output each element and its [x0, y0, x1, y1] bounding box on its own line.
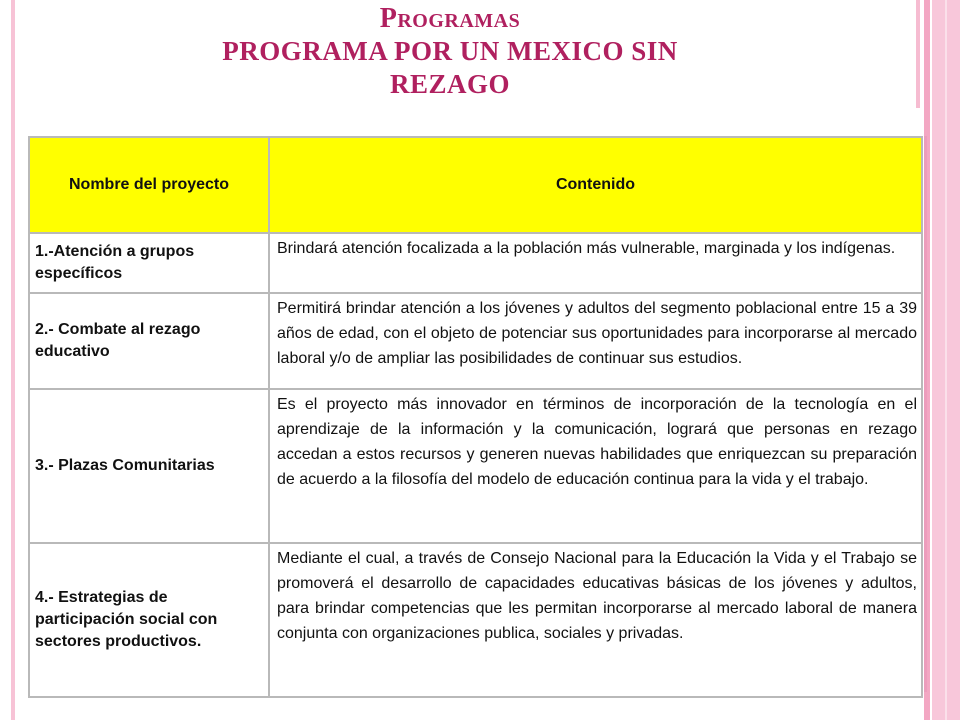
- project-name: 3.- Plazas Comunitarias: [29, 389, 269, 543]
- table-row: [29, 389, 922, 543]
- slide-title: [100, 2, 800, 101]
- program-table-container: [28, 136, 927, 692]
- table-row: [29, 293, 922, 389]
- title-line-1: Programas: [379, 3, 521, 34]
- project-name: 1.-Atención a grupos específicos: [29, 233, 269, 293]
- project-content: Permitirá brindar atención a los jóvenes y adultos del segmento poblacional entre 15 a 39 años de edad, con el objeto de potenciar sus oportunidades para incorporarse al mercado laboral y/o de ampliar las posibilidades de continuar sus estudios.: [269, 293, 922, 389]
- project-content: Es el proyecto más innovador en términos de incorporación de la tecnología en el aprendizaje de la información y la comunicación, logrará que personas en rezago accedan a estos recursos y generen nuevas habilidades que enriquezcan su preparación de acuerdo a la filosofía del modelo de educación continua para la vida y el trabajo.: [269, 389, 922, 543]
- project-name: 4.- Estrategias de participación social con sectores productivos.: [29, 543, 269, 697]
- table-row: [29, 543, 922, 697]
- header-content: Contenido: [269, 137, 922, 233]
- project-content: Brindará atención focalizada a la población más vulnerable, marginada y los indígenas.: [269, 233, 922, 293]
- project-content: Mediante el cual, a través de Consejo Nacional para la Educación la Vida y el Trabajo se promoverá el desarrollo de capacidades educativas básicas de los jóvenes y adultos, para brindar competencias que les permitan incorporarse al mercado laboral de manera conjunta con organizaciones publica, sociales y privadas.: [269, 543, 922, 697]
- table-header-row: [29, 137, 922, 233]
- title-line-2: PROGRAMA POR UN MEXICO SIN: [222, 36, 678, 66]
- program-table: [28, 136, 923, 698]
- title-line-3: REZAGO: [389, 69, 511, 99]
- table-row: [29, 233, 922, 293]
- header-project-name: Nombre del proyecto: [29, 137, 269, 233]
- project-name: 2.- Combate al rezago educativo: [29, 293, 269, 389]
- left-frame-line: [11, 0, 15, 720]
- right-inner-stripe: [916, 0, 920, 108]
- right-highlight-stripe: [945, 0, 947, 720]
